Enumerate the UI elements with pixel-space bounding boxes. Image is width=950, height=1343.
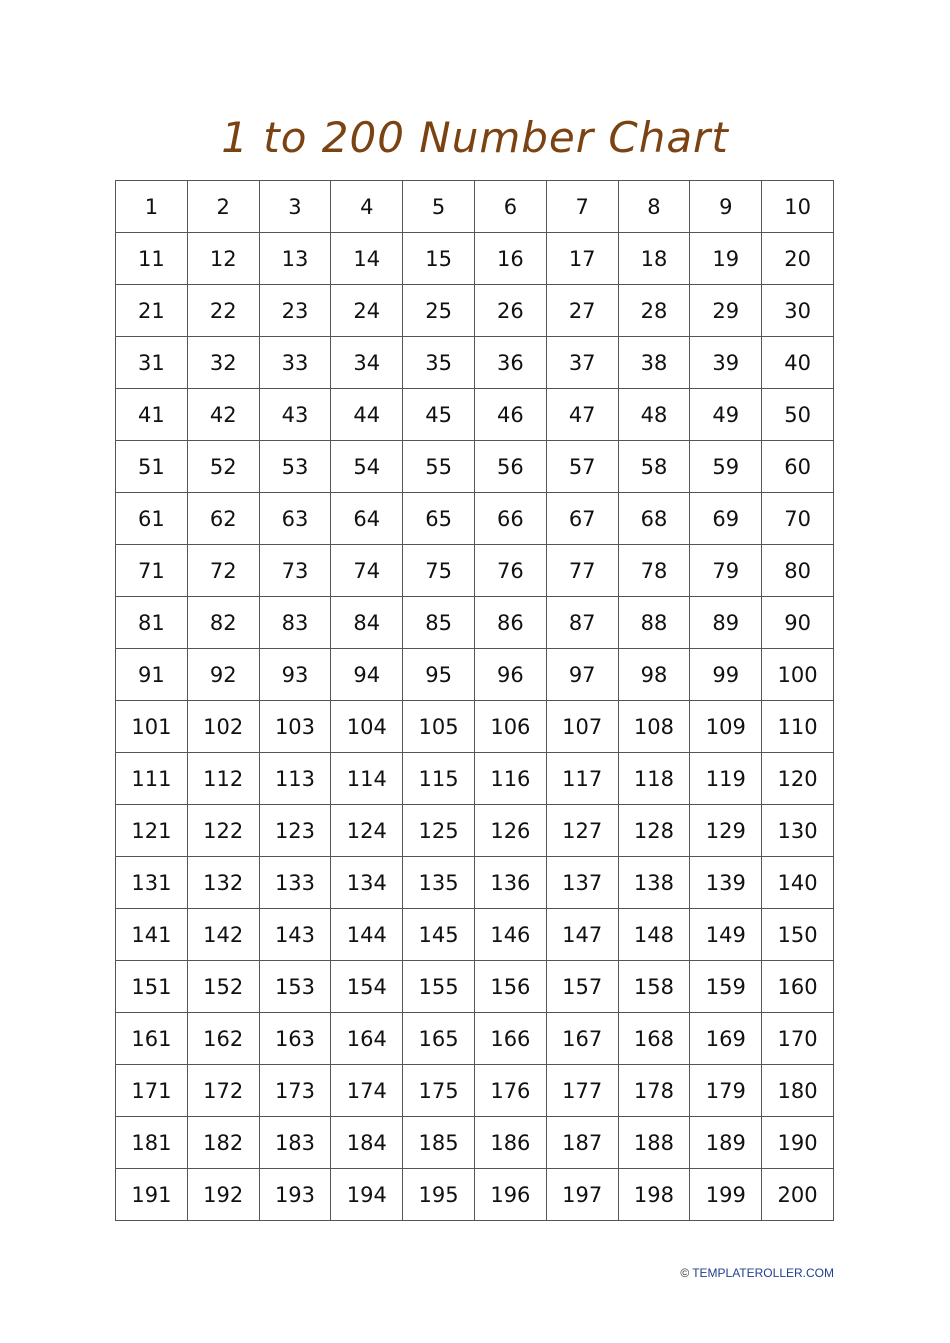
- number-cell: 91: [116, 649, 188, 701]
- grid-row: [116, 909, 834, 961]
- number-cell: 32: [187, 337, 259, 389]
- number-cell: 82: [187, 597, 259, 649]
- number-cell: 113: [259, 753, 331, 805]
- number-cell: 28: [618, 285, 690, 337]
- number-cell: 48: [618, 389, 690, 441]
- number-cell: 53: [259, 441, 331, 493]
- number-cell: 156: [474, 961, 546, 1013]
- number-cell: 178: [618, 1065, 690, 1117]
- grid-row: [116, 389, 834, 441]
- grid-row: [116, 493, 834, 545]
- number-cell: 155: [403, 961, 475, 1013]
- number-cell: 130: [762, 805, 834, 857]
- number-cell: 195: [403, 1169, 475, 1221]
- number-cell: 198: [618, 1169, 690, 1221]
- number-cell: 161: [116, 1013, 188, 1065]
- number-cell: 119: [690, 753, 762, 805]
- number-cell: 147: [546, 909, 618, 961]
- number-cell: 27: [546, 285, 618, 337]
- grid-row: [116, 233, 834, 285]
- number-cell: 157: [546, 961, 618, 1013]
- number-cell: 171: [116, 1065, 188, 1117]
- number-cell: 22: [187, 285, 259, 337]
- number-cell: 117: [546, 753, 618, 805]
- number-cell: 84: [331, 597, 403, 649]
- footer-link[interactable]: TEMPLATEROLLER.COM: [692, 1266, 834, 1280]
- number-cell: 86: [474, 597, 546, 649]
- number-cell: 148: [618, 909, 690, 961]
- number-cell: 141: [116, 909, 188, 961]
- number-cell: 38: [618, 337, 690, 389]
- number-cell: 170: [762, 1013, 834, 1065]
- grid-row: [116, 1169, 834, 1221]
- number-cell: 190: [762, 1117, 834, 1169]
- number-cell: 50: [762, 389, 834, 441]
- grid-row: [116, 753, 834, 805]
- number-cell: 110: [762, 701, 834, 753]
- grid-row: [116, 1117, 834, 1169]
- number-cell: 33: [259, 337, 331, 389]
- number-cell: 12: [187, 233, 259, 285]
- number-cell: 47: [546, 389, 618, 441]
- number-cell: 176: [474, 1065, 546, 1117]
- number-cell: 18: [618, 233, 690, 285]
- number-cell: 137: [546, 857, 618, 909]
- number-cell: 14: [331, 233, 403, 285]
- number-cell: 160: [762, 961, 834, 1013]
- grid-row: [116, 545, 834, 597]
- number-cell: 37: [546, 337, 618, 389]
- number-cell: 111: [116, 753, 188, 805]
- number-cell: 25: [403, 285, 475, 337]
- number-cell: 139: [690, 857, 762, 909]
- footer-credit: [680, 1266, 834, 1280]
- grid-row: [116, 337, 834, 389]
- number-cell: 68: [618, 493, 690, 545]
- number-cell: 92: [187, 649, 259, 701]
- number-cell: 120: [762, 753, 834, 805]
- number-cell: 63: [259, 493, 331, 545]
- number-cell: 40: [762, 337, 834, 389]
- number-cell: 90: [762, 597, 834, 649]
- grid-row: [116, 181, 834, 233]
- number-cell: 67: [546, 493, 618, 545]
- number-cell: 10: [762, 181, 834, 233]
- number-cell: 188: [618, 1117, 690, 1169]
- number-cell: 124: [331, 805, 403, 857]
- number-cell: 45: [403, 389, 475, 441]
- number-cell: 140: [762, 857, 834, 909]
- number-cell: 165: [403, 1013, 475, 1065]
- number-cell: 54: [331, 441, 403, 493]
- number-cell: 64: [331, 493, 403, 545]
- number-cell: 24: [331, 285, 403, 337]
- number-cell: 129: [690, 805, 762, 857]
- number-cell: 158: [618, 961, 690, 1013]
- number-cell: 152: [187, 961, 259, 1013]
- number-cell: 65: [403, 493, 475, 545]
- number-cell: 107: [546, 701, 618, 753]
- number-cell: 109: [690, 701, 762, 753]
- number-cell: 180: [762, 1065, 834, 1117]
- number-cell: 44: [331, 389, 403, 441]
- number-cell: 168: [618, 1013, 690, 1065]
- number-cell: 150: [762, 909, 834, 961]
- number-cell: 20: [762, 233, 834, 285]
- number-cell: 98: [618, 649, 690, 701]
- number-cell: 1: [116, 181, 188, 233]
- number-cell: 13: [259, 233, 331, 285]
- number-cell: 19: [690, 233, 762, 285]
- number-cell: 116: [474, 753, 546, 805]
- number-cell: 159: [690, 961, 762, 1013]
- number-cell: 23: [259, 285, 331, 337]
- number-cell: 93: [259, 649, 331, 701]
- number-cell: 71: [116, 545, 188, 597]
- number-cell: 183: [259, 1117, 331, 1169]
- number-cell: 187: [546, 1117, 618, 1169]
- number-cell: 4: [331, 181, 403, 233]
- number-cell: 83: [259, 597, 331, 649]
- number-cell: 41: [116, 389, 188, 441]
- number-cell: 192: [187, 1169, 259, 1221]
- number-cell: 134: [331, 857, 403, 909]
- number-cell: 197: [546, 1169, 618, 1221]
- number-cell: 105: [403, 701, 475, 753]
- number-cell: 70: [762, 493, 834, 545]
- grid-row: [116, 441, 834, 493]
- number-cell: 179: [690, 1065, 762, 1117]
- number-cell: 87: [546, 597, 618, 649]
- number-cell: 55: [403, 441, 475, 493]
- number-cell: 167: [546, 1013, 618, 1065]
- number-cell: 3: [259, 181, 331, 233]
- number-cell: 196: [474, 1169, 546, 1221]
- number-cell: 75: [403, 545, 475, 597]
- number-cell: 142: [187, 909, 259, 961]
- number-cell: 11: [116, 233, 188, 285]
- number-cell: 31: [116, 337, 188, 389]
- number-cell: 96: [474, 649, 546, 701]
- number-cell: 199: [690, 1169, 762, 1221]
- number-cell: 49: [690, 389, 762, 441]
- number-cell: 118: [618, 753, 690, 805]
- grid-row: [116, 701, 834, 753]
- number-cell: 189: [690, 1117, 762, 1169]
- number-cell: 97: [546, 649, 618, 701]
- number-cell: 191: [116, 1169, 188, 1221]
- grid-row: [116, 961, 834, 1013]
- number-cell: 126: [474, 805, 546, 857]
- number-cell: 69: [690, 493, 762, 545]
- number-cell: 174: [331, 1065, 403, 1117]
- number-cell: 112: [187, 753, 259, 805]
- number-cell: 66: [474, 493, 546, 545]
- number-cell: 184: [331, 1117, 403, 1169]
- number-cell: 43: [259, 389, 331, 441]
- number-cell: 133: [259, 857, 331, 909]
- number-cell: 26: [474, 285, 546, 337]
- number-cell: 193: [259, 1169, 331, 1221]
- number-cell: 17: [546, 233, 618, 285]
- number-cell: 166: [474, 1013, 546, 1065]
- number-cell: 200: [762, 1169, 834, 1221]
- number-cell: 2: [187, 181, 259, 233]
- number-cell: 135: [403, 857, 475, 909]
- number-cell: 59: [690, 441, 762, 493]
- number-cell: 99: [690, 649, 762, 701]
- number-cell: 177: [546, 1065, 618, 1117]
- number-cell: 136: [474, 857, 546, 909]
- number-cell: 95: [403, 649, 475, 701]
- number-cell: 77: [546, 545, 618, 597]
- number-cell: 21: [116, 285, 188, 337]
- number-cell: 73: [259, 545, 331, 597]
- grid-row: [116, 285, 834, 337]
- number-cell: 172: [187, 1065, 259, 1117]
- number-cell: 36: [474, 337, 546, 389]
- number-cell: 185: [403, 1117, 475, 1169]
- number-cell: 104: [331, 701, 403, 753]
- number-cell: 146: [474, 909, 546, 961]
- number-cell: 102: [187, 701, 259, 753]
- number-cell: 34: [331, 337, 403, 389]
- number-cell: 88: [618, 597, 690, 649]
- number-cell: 128: [618, 805, 690, 857]
- number-cell: 182: [187, 1117, 259, 1169]
- number-cell: 162: [187, 1013, 259, 1065]
- number-cell: 138: [618, 857, 690, 909]
- grid-row: [116, 649, 834, 701]
- number-cell: 81: [116, 597, 188, 649]
- number-cell: 144: [331, 909, 403, 961]
- page-title: 1 to 200 Number Chart: [221, 113, 729, 162]
- copyright-symbol: ©: [680, 1266, 690, 1280]
- number-cell: 163: [259, 1013, 331, 1065]
- number-cell: 173: [259, 1065, 331, 1117]
- number-cell: 169: [690, 1013, 762, 1065]
- number-cell: 85: [403, 597, 475, 649]
- number-cell: 122: [187, 805, 259, 857]
- number-cell: 8: [618, 181, 690, 233]
- grid-row: [116, 597, 834, 649]
- grid-row: [116, 1065, 834, 1117]
- number-cell: 181: [116, 1117, 188, 1169]
- number-cell: 60: [762, 441, 834, 493]
- number-cell: 127: [546, 805, 618, 857]
- number-cell: 5: [403, 181, 475, 233]
- grid-row: [116, 857, 834, 909]
- number-cell: 145: [403, 909, 475, 961]
- number-cell: 100: [762, 649, 834, 701]
- number-cell: 29: [690, 285, 762, 337]
- number-cell: 35: [403, 337, 475, 389]
- number-grid-body: [116, 181, 834, 1221]
- number-cell: 106: [474, 701, 546, 753]
- number-cell: 186: [474, 1117, 546, 1169]
- number-cell: 9: [690, 181, 762, 233]
- number-cell: 62: [187, 493, 259, 545]
- number-cell: 151: [116, 961, 188, 1013]
- number-cell: 164: [331, 1013, 403, 1065]
- number-cell: 131: [116, 857, 188, 909]
- number-cell: 194: [331, 1169, 403, 1221]
- number-cell: 16: [474, 233, 546, 285]
- number-cell: 94: [331, 649, 403, 701]
- grid-row: [116, 1013, 834, 1065]
- number-cell: 61: [116, 493, 188, 545]
- number-cell: 7: [546, 181, 618, 233]
- number-cell: 79: [690, 545, 762, 597]
- number-cell: 74: [331, 545, 403, 597]
- number-cell: 57: [546, 441, 618, 493]
- number-cell: 6: [474, 181, 546, 233]
- number-cell: 72: [187, 545, 259, 597]
- number-cell: 15: [403, 233, 475, 285]
- number-cell: 46: [474, 389, 546, 441]
- grid-row: [116, 805, 834, 857]
- number-cell: 125: [403, 805, 475, 857]
- number-cell: 76: [474, 545, 546, 597]
- number-cell: 154: [331, 961, 403, 1013]
- number-cell: 80: [762, 545, 834, 597]
- number-cell: 123: [259, 805, 331, 857]
- number-cell: 101: [116, 701, 188, 753]
- number-cell: 56: [474, 441, 546, 493]
- number-cell: 175: [403, 1065, 475, 1117]
- number-cell: 89: [690, 597, 762, 649]
- number-cell: 153: [259, 961, 331, 1013]
- number-cell: 52: [187, 441, 259, 493]
- number-cell: 121: [116, 805, 188, 857]
- number-cell: 114: [331, 753, 403, 805]
- number-grid: [115, 180, 834, 1221]
- number-cell: 78: [618, 545, 690, 597]
- number-cell: 42: [187, 389, 259, 441]
- number-cell: 103: [259, 701, 331, 753]
- number-cell: 108: [618, 701, 690, 753]
- number-cell: 30: [762, 285, 834, 337]
- number-cell: 115: [403, 753, 475, 805]
- number-cell: 39: [690, 337, 762, 389]
- number-cell: 143: [259, 909, 331, 961]
- number-cell: 58: [618, 441, 690, 493]
- number-cell: 149: [690, 909, 762, 961]
- number-cell: 51: [116, 441, 188, 493]
- number-cell: 132: [187, 857, 259, 909]
